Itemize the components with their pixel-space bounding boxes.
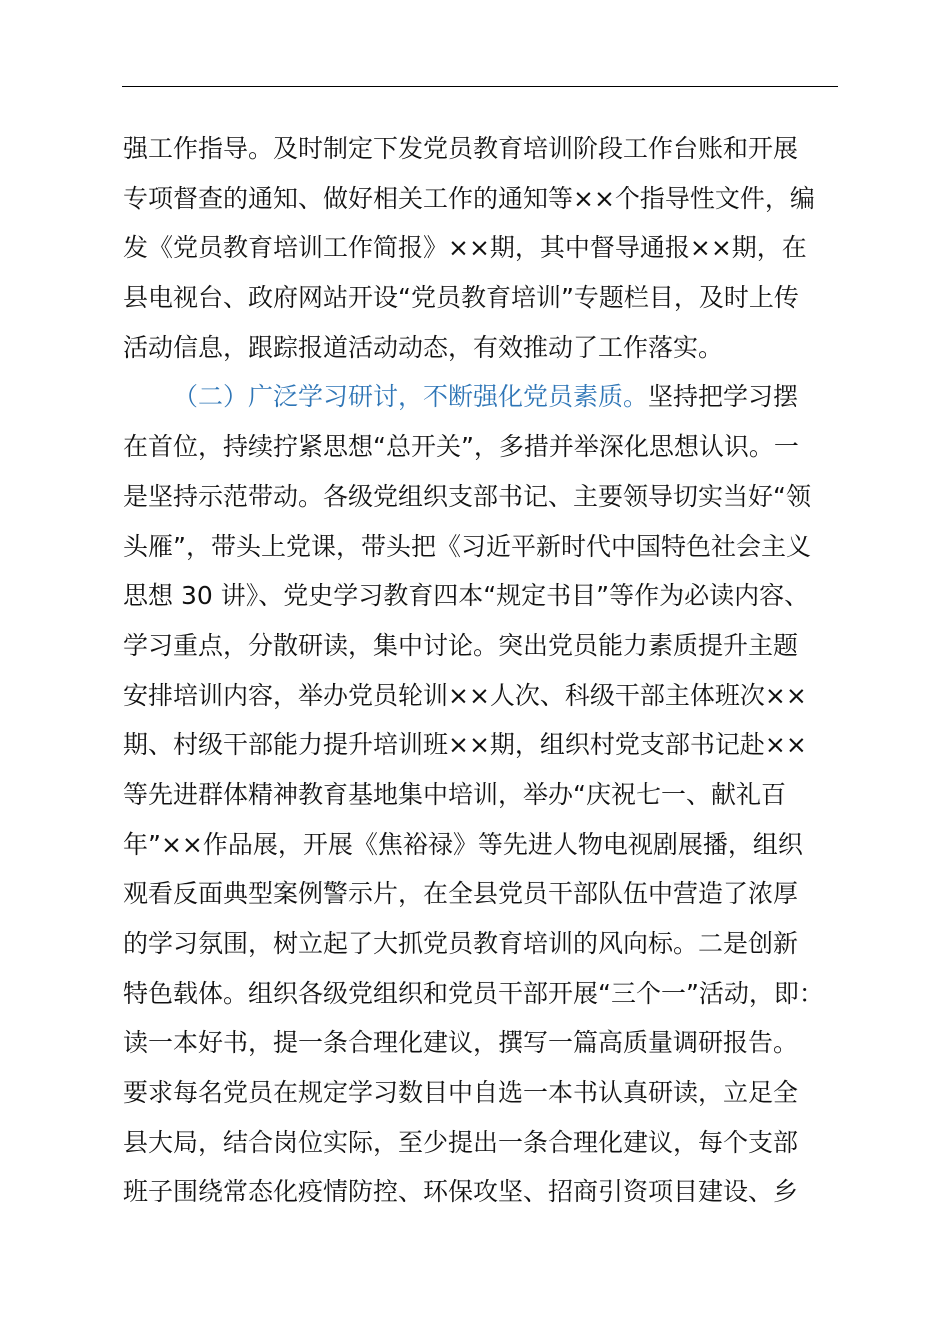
text-line: 要求每名党员在规定学习数目中自选一本书认真研读，立足全 — [123, 1078, 799, 1108]
text-line: 等先进群体精神教育基地集中培训，举办“庆祝七一、献礼百 — [123, 779, 786, 809]
text-line: 班子围绕常态化疫情防控、环保攻坚、招商引资项目建设、乡 — [123, 1177, 799, 1207]
section-heading-line — [123, 372, 839, 422]
text-line: 思想 30 讲》、党史学习教育四本“规定书目”等作为必读内容、 — [123, 581, 810, 611]
text-line: 期、村级干部能力提升培训班××期，组织村党支部书记赴×× — [123, 730, 807, 760]
text-line: 安排培训内容，举办党员轮训××人次、科级干部主体班次×× — [123, 680, 807, 710]
text-run: 坚持把学习摆 — [648, 382, 799, 412]
text-line: 读一本好书，提一条合理化建议，撰写一篇高质量调研报告。 — [123, 1028, 799, 1058]
text-line: 专项督查的通知、做好相关工作的通知等××个指导性文件，编 — [123, 183, 815, 213]
text-line: 在首位，持续拧紧思想“总开关”，多措并举深化思想认识。一 — [123, 432, 799, 462]
text-line: 头雁”，带头上党课，带头把《习近平新时代中国特色社会主义 — [123, 531, 811, 561]
text-line: 是坚持示范带动。各级党组织支部书记、主要领导切实当好“领 — [123, 481, 811, 511]
header-rule — [122, 86, 838, 87]
text-line: 县大局，结合岗位实际，至少提出一条合理化建议，每个支部 — [123, 1127, 799, 1157]
text-line: 发《党员教育培训工作简报》××期，其中督导通报××期，在 — [123, 233, 807, 263]
section-heading: （二）广泛学习研讨，不断强化党员素质。 — [173, 382, 649, 412]
text-line: 特色载体。组织各级党组织和党员干部开展“三个一”活动，即： — [123, 978, 824, 1008]
text-line: 年”××作品展，开展《焦裕禄》等先进人物电视剧展播，组织 — [123, 829, 803, 859]
text-line: 活动信息，跟踪报道活动动态，有效推动了工作落实。 — [123, 332, 724, 362]
text-line: 的学习氛围，树立起了大抓党员教育培训的风向标。二是创新 — [123, 929, 799, 958]
text-line: 县电视台、政府网站开设“党员教育培训”专题栏目，及时上传 — [123, 283, 799, 313]
document-body — [123, 124, 839, 1217]
text-line: 强工作指导。及时制定下发党员教育培训阶段工作台账和开展 — [123, 134, 799, 163]
text-line: 学习重点，分散研读，集中讨论。突出党员能力素质提升主题 — [123, 630, 799, 660]
text-line: 观看反面典型案例警示片，在全县党员干部队伍中营造了浓厚 — [123, 879, 799, 909]
